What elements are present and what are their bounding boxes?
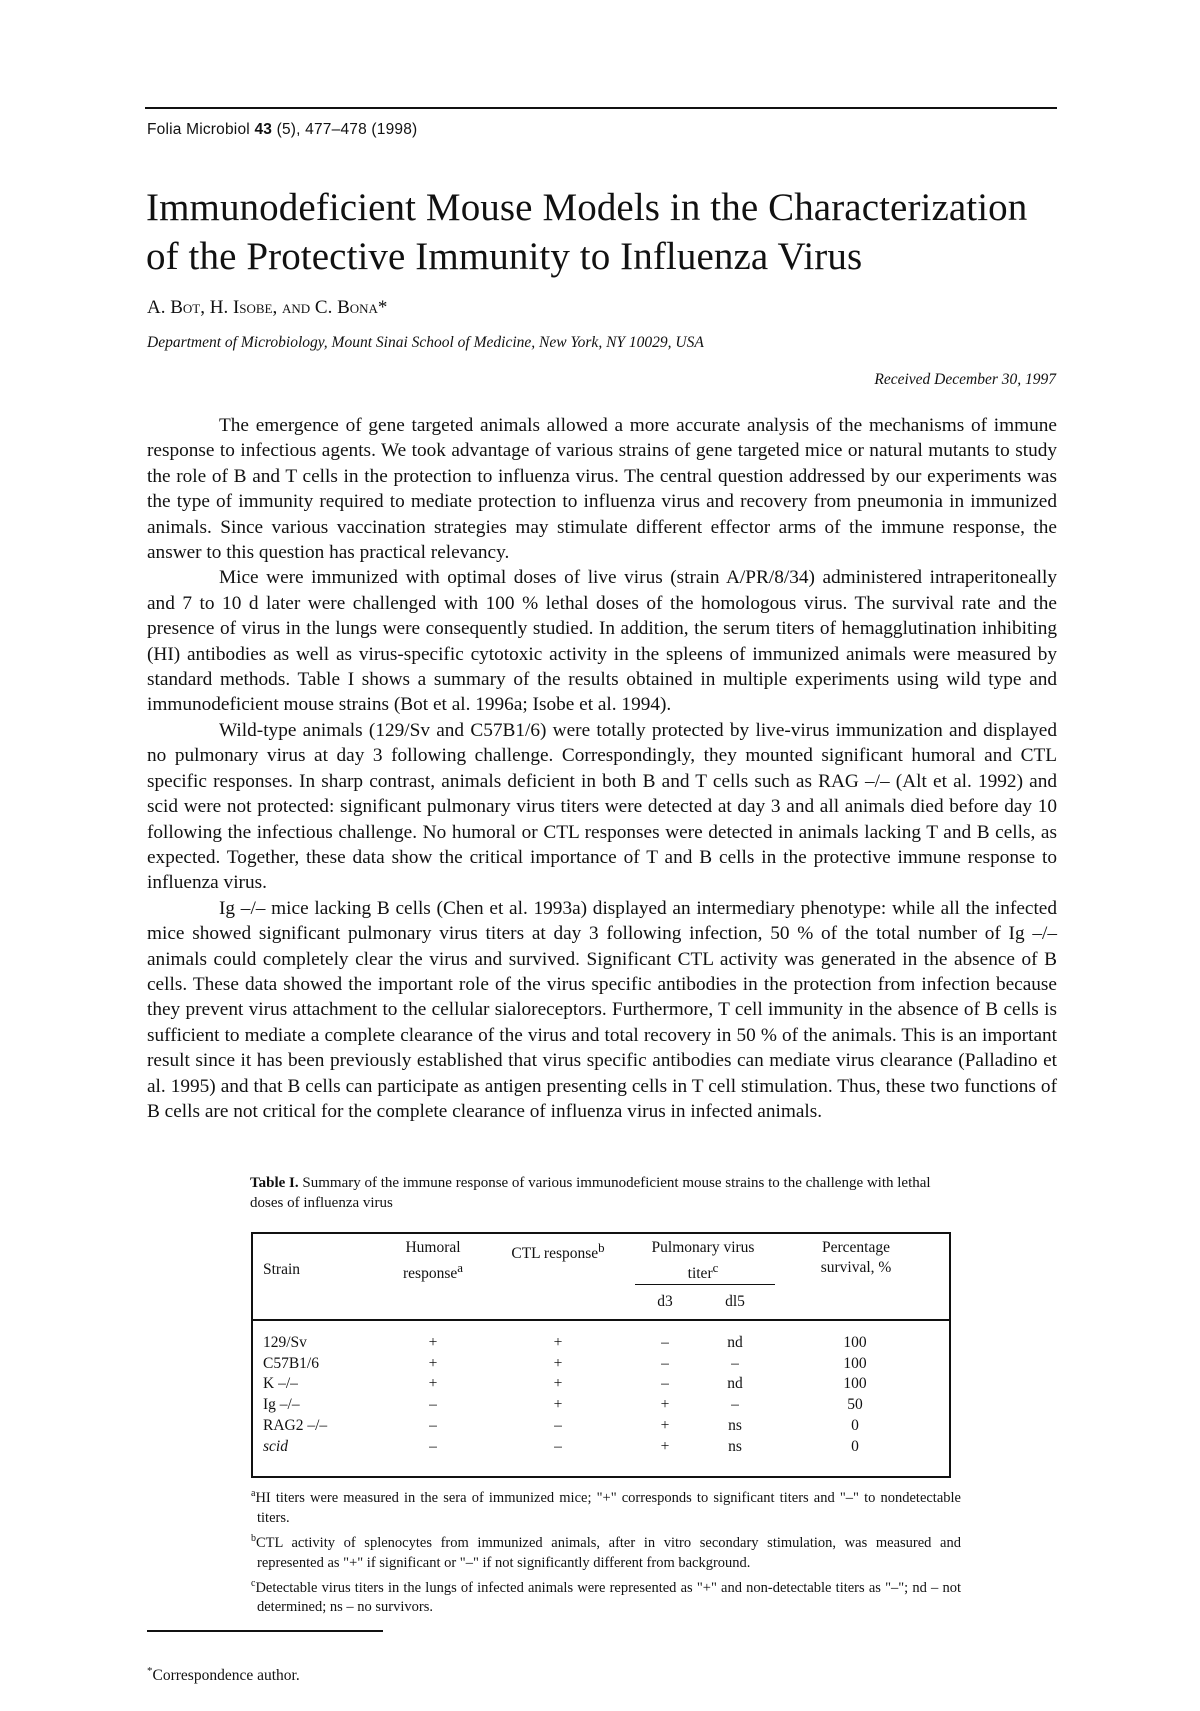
cell-ctl: + xyxy=(553,1334,563,1351)
received-date: Received December 30, 1997 xyxy=(874,371,1056,388)
header-d3: d3 xyxy=(657,1293,673,1310)
table-footnotes xyxy=(251,1484,961,1618)
header-rule xyxy=(253,1319,949,1321)
article-body xyxy=(147,413,1057,1124)
footnote-mark-c: c xyxy=(712,1260,719,1275)
header-survival-line1: Percentage xyxy=(822,1239,890,1256)
header-pulmonary xyxy=(631,1238,775,1284)
cell-survival: 100 xyxy=(843,1375,867,1393)
cell-humoral: + xyxy=(428,1354,438,1372)
paragraph: Wild-type animals (129/Sv and C57B1/6) were totally protected by live-virus immunization and displayed no pulmonary virus at day 3 following challenge. Correspondingly, they mounted significant humoral and CTL specific responses. In sharp contrast, animals deficient in both B and T cells such as RAG –/– (Alt et al. 1992) and scid were not protected: significant pulmonary virus titers were detected at day 3 and all animals died before day 10 following the infectious challenge. No humoral or CTL responses were detected in animals lacking T and B cells, as expected. Together, these data show the critical importance of T and B cells in the protective immune response to influenza virus. xyxy=(147,719,1057,894)
footnote-b-text: CTL activity of splenocytes from immunized animals, after in vitro secondary stimulation, was measured and represented as "+" if significant or "–" if not significantly different from background. xyxy=(256,1534,961,1571)
cell-survival: 100 xyxy=(843,1354,867,1372)
header-pulmonary-line2: titer xyxy=(687,1265,713,1283)
cell-strain: K –/– xyxy=(263,1375,298,1393)
cell-survival: 50 xyxy=(847,1396,863,1414)
footnote-b xyxy=(251,1529,961,1573)
footnote-c-mark: c xyxy=(251,1577,256,1589)
footnote-rule xyxy=(147,1630,383,1632)
header-d15: dl5 xyxy=(725,1293,745,1310)
footnote-mark-b: b xyxy=(598,1240,605,1255)
pulmonary-subheader-rule xyxy=(635,1284,775,1285)
cell-humoral: + xyxy=(428,1334,438,1351)
cell-survival: 0 xyxy=(851,1416,859,1434)
cell-strain: C57B1/6 xyxy=(263,1354,319,1372)
cell-ctl: – xyxy=(554,1437,562,1455)
footnote-mark-a: a xyxy=(457,1260,463,1275)
journal-name: Folia Microbiol xyxy=(147,121,250,138)
title-line-2: of the Protective Immunity to Influenza Virus xyxy=(146,235,863,278)
journal-issue-pages: (5), 477–478 (1998) xyxy=(276,121,418,138)
cell-d3: + xyxy=(660,1416,670,1434)
cell-humoral: + xyxy=(428,1375,438,1393)
journal-volume: 43 xyxy=(254,121,273,138)
header-strain: Strain xyxy=(263,1261,301,1278)
cell-strain: scid xyxy=(263,1437,288,1455)
header-survival-line2: survival, % xyxy=(820,1259,892,1276)
paragraph: The emergence of gene targeted animals allowed a more accurate analysis of the mechanisms of immune response to infectious agents. We took advantage of various strains of gene targeted mice or natural mutants to study the role of B and T cells in the protection to influenza virus. The central question addressed by our experiments was the type of immunity required to mediate protection to influenza virus and recovery from pneumonia in immunized animals. Since various vaccination strategies may stimulate different effector arms of the immune response, the answer to this question has practical relevancy. xyxy=(147,415,1057,564)
header-humoral xyxy=(373,1238,493,1284)
correspondence-mark: * xyxy=(147,1665,153,1677)
cell-humoral: – xyxy=(429,1396,437,1414)
results-table xyxy=(251,1232,951,1478)
cell-ctl: + xyxy=(553,1396,563,1414)
cell-survival: 100 xyxy=(843,1334,867,1351)
cell-ctl: – xyxy=(554,1416,562,1434)
running-head xyxy=(147,121,417,139)
affiliation: Department of Microbiology, Mount Sinai School of Medicine, New York, NY 10029, USA xyxy=(147,334,704,351)
cell-d15: – xyxy=(731,1396,739,1414)
cell-d3: – xyxy=(661,1334,669,1351)
header-rule xyxy=(145,107,1057,109)
table-label: Table I. xyxy=(250,1175,299,1191)
cell-strain: RAG2 –/– xyxy=(263,1416,328,1434)
cell-strain: 129/Sv xyxy=(263,1334,307,1351)
title-line-1: Immunodeficient Mouse Models in the Characterization xyxy=(146,186,1028,229)
cell-d15: ns xyxy=(728,1437,742,1455)
cell-ctl: + xyxy=(553,1354,563,1372)
header-ctl xyxy=(493,1238,623,1264)
footnote-c-text: Detectable virus titers in the lungs of infected animals were represented as "+" and non-detectable titers as "–"; nd – not determined; ns – no survivors. xyxy=(255,1579,961,1616)
header-humoral-line2: response xyxy=(403,1265,458,1283)
cell-strain: Ig –/– xyxy=(263,1396,300,1414)
cell-d3: + xyxy=(660,1437,670,1455)
cell-d15: nd xyxy=(727,1334,743,1351)
article-title xyxy=(146,183,1046,281)
cell-humoral: – xyxy=(429,1437,437,1455)
cell-survival: 0 xyxy=(851,1437,859,1455)
cell-humoral: – xyxy=(429,1416,437,1434)
paragraph: Ig –/– mice lacking B cells (Chen et al. 1993a) displayed an intermediary phenotype: while all the infected mice showed significant pulmonary virus titers at day 3 following infection, 50 % of the total number of Ig –/– animals could completely clear the virus and survived. Significant CTL activity was generated in the absence of B cells. These data showed the important role of the virus specific antibodies in the protection from infection because they prevent virus attachment to the cellular sialoreceptors. Furthermore, T cell immunity in the absence of B cells is sufficient to mediate a complete clearance of the virus and total recovery in 50 % of the animals. This is an important result since it has been previously established that virus specific antibodies can mediate virus clearance (Palladino et al. 1995) and that B cells can participate as antigen presenting cells in T cell stimulation. Thus, these two functions of B cells are not critical for the complete clearance of influenza virus in infected animals. xyxy=(147,897,1057,1122)
header-humoral-line1: Humoral xyxy=(405,1239,461,1256)
authors: A. Bot, H. Isobe, and C. Bona* xyxy=(147,297,388,318)
correspondence-text: Correspondence author. xyxy=(152,1667,300,1685)
cell-d15: nd xyxy=(727,1375,743,1393)
footnote-c xyxy=(251,1574,961,1618)
correspondence-note xyxy=(147,1665,300,1685)
footnote-b-mark: b xyxy=(251,1532,256,1544)
footnote-a-text: HI titers were measured in the sera of immunized mice; "+" corresponds to significant titers and "–" to nondetectable titers. xyxy=(255,1489,961,1526)
footnote-a xyxy=(251,1484,961,1528)
cell-d15: – xyxy=(731,1354,739,1372)
header-survival xyxy=(791,1238,921,1278)
table-caption-text: Summary of the immune response of various immunodeficient mouse strains to the challenge with lethal doses of influenza virus xyxy=(250,1175,931,1211)
cell-ctl: + xyxy=(553,1375,563,1393)
header-ctl-text: CTL response xyxy=(511,1245,599,1263)
paragraph: Mice were immunized with optimal doses of live virus (strain A/PR/8/34) administered intraperitoneally and 7 to 10 d later were challenged with 100 % lethal doses of the homologous virus. The survival rate and the presence of virus in the lungs were consequently studied. In addition, the serum titers of hemagglutination inhibiting (HI) antibodies as well as virus-specific cytotoxic activity in the spleens of immunized animals were measured by standard methods. Table I shows a summary of the results obtained in multiple experiments using wild type and immunodeficient mouse strains (Bot et al. 1996a; Isobe et al. 1994). xyxy=(147,567,1057,716)
cell-d3: – xyxy=(661,1354,669,1372)
footnote-a-mark: a xyxy=(251,1488,256,1499)
cell-d3: – xyxy=(661,1375,669,1393)
header-pulmonary-line1: Pulmonary virus xyxy=(651,1239,755,1256)
cell-d15: ns xyxy=(728,1416,742,1434)
table-caption xyxy=(250,1173,960,1213)
cell-d3: + xyxy=(660,1396,670,1414)
